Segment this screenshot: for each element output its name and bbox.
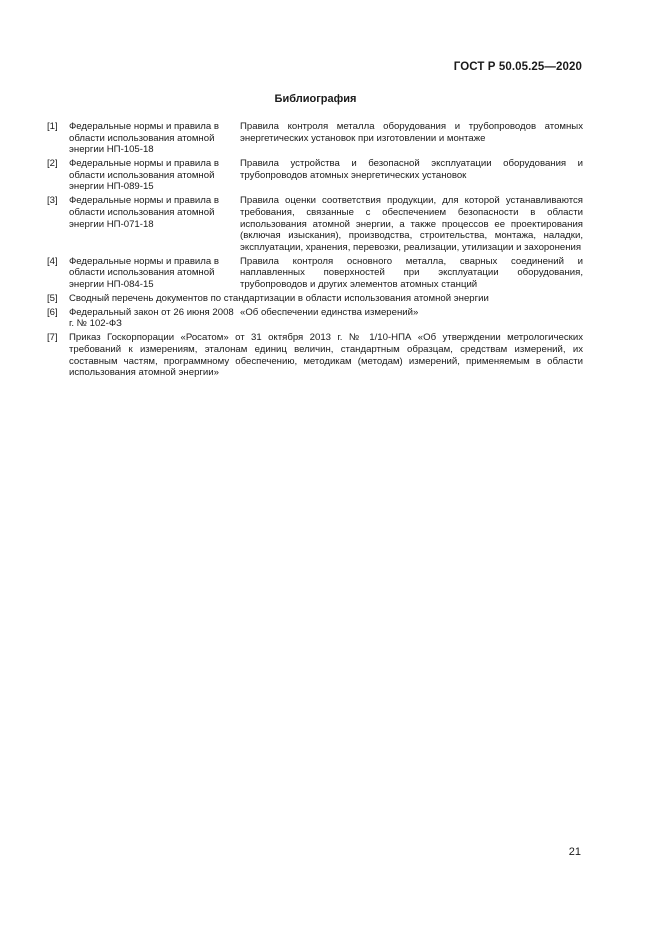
entry-number: [4] — [47, 255, 58, 267]
entry-source: Федеральный закон от 26 июня 2008 г. № 102-ФЗ — [69, 306, 234, 330]
bibliography-list — [47, 121, 583, 381]
entry-source: Федеральные нормы и правила в области использования атомной энергии НП-105-18 — [69, 121, 219, 156]
page-number: 21 — [568, 846, 581, 858]
bibliography-entry — [47, 307, 583, 330]
entry-source: Федеральные нормы и правила в области использования атомной энергии НП-071-18 — [69, 195, 219, 230]
entry-number: [1] — [47, 121, 58, 132]
entry-description: Правила контроля металла оборудования и трубопроводов атомных энергетических установок при изготовлении и монтаже — [240, 121, 583, 144]
entry-description: Правила оценки соответствия продукции, для которой устанавливаются требования, связанные с обеспечением безопасности в области использования атомной энергии, а также процессов ее проектирования (включая изыскания), производства, строительства, монтажа, наладки, эксплуатации, хранения, перевозки, реализации, утилизации и захоронения — [240, 195, 583, 253]
entry-description: Правила устройства и безопасной эксплуатации оборудования и трубопроводов атомных энергетических установок — [240, 158, 583, 181]
bibliography-entry — [47, 158, 583, 193]
bibliography-entry — [47, 121, 583, 156]
entry-number: [2] — [47, 158, 58, 170]
bibliography-entry — [47, 293, 583, 305]
bibliography-entry — [47, 256, 583, 291]
entry-number: [5] — [47, 292, 58, 304]
entry-source: Федеральные нормы и правила в области использования атомной энергии НП-084-15 — [69, 255, 219, 290]
bibliography-entry — [47, 195, 583, 253]
entry-source: Федеральные нормы и правила в области использования атомной энергии НП-089-15 — [69, 158, 219, 193]
section-title: Библиография — [274, 93, 357, 105]
entry-text: Сводный перечень документов по стандартизации в области использования атомной энергии — [69, 292, 489, 304]
entry-number: [7] — [47, 332, 58, 344]
entry-number: [3] — [47, 195, 58, 207]
entry-number: [6] — [47, 306, 58, 318]
entry-text: Приказ Госкорпорации «Росатом» от 31 октября 2013 г. № 1/10-НПА «Об утверждении метрологических требований к измерениям, эталонам единиц величин, стандартным образцам, средствам измерений, их составным частям, программному обеспечению, методикам (методам) измерений, применяемым в области использования атомной энергии» — [69, 332, 583, 379]
entry-description: Правила контроля основного металла, сварных соединений и наплавленных поверхностей при эксплуатации оборудования, трубопроводов и других элементов атомных станций — [240, 255, 583, 290]
entry-description: «Об обеспечении единства измерений» — [240, 306, 419, 318]
bibliography-entry — [47, 332, 583, 378]
document-code: ГОСТ Р 50.05.25—2020 — [453, 61, 582, 73]
